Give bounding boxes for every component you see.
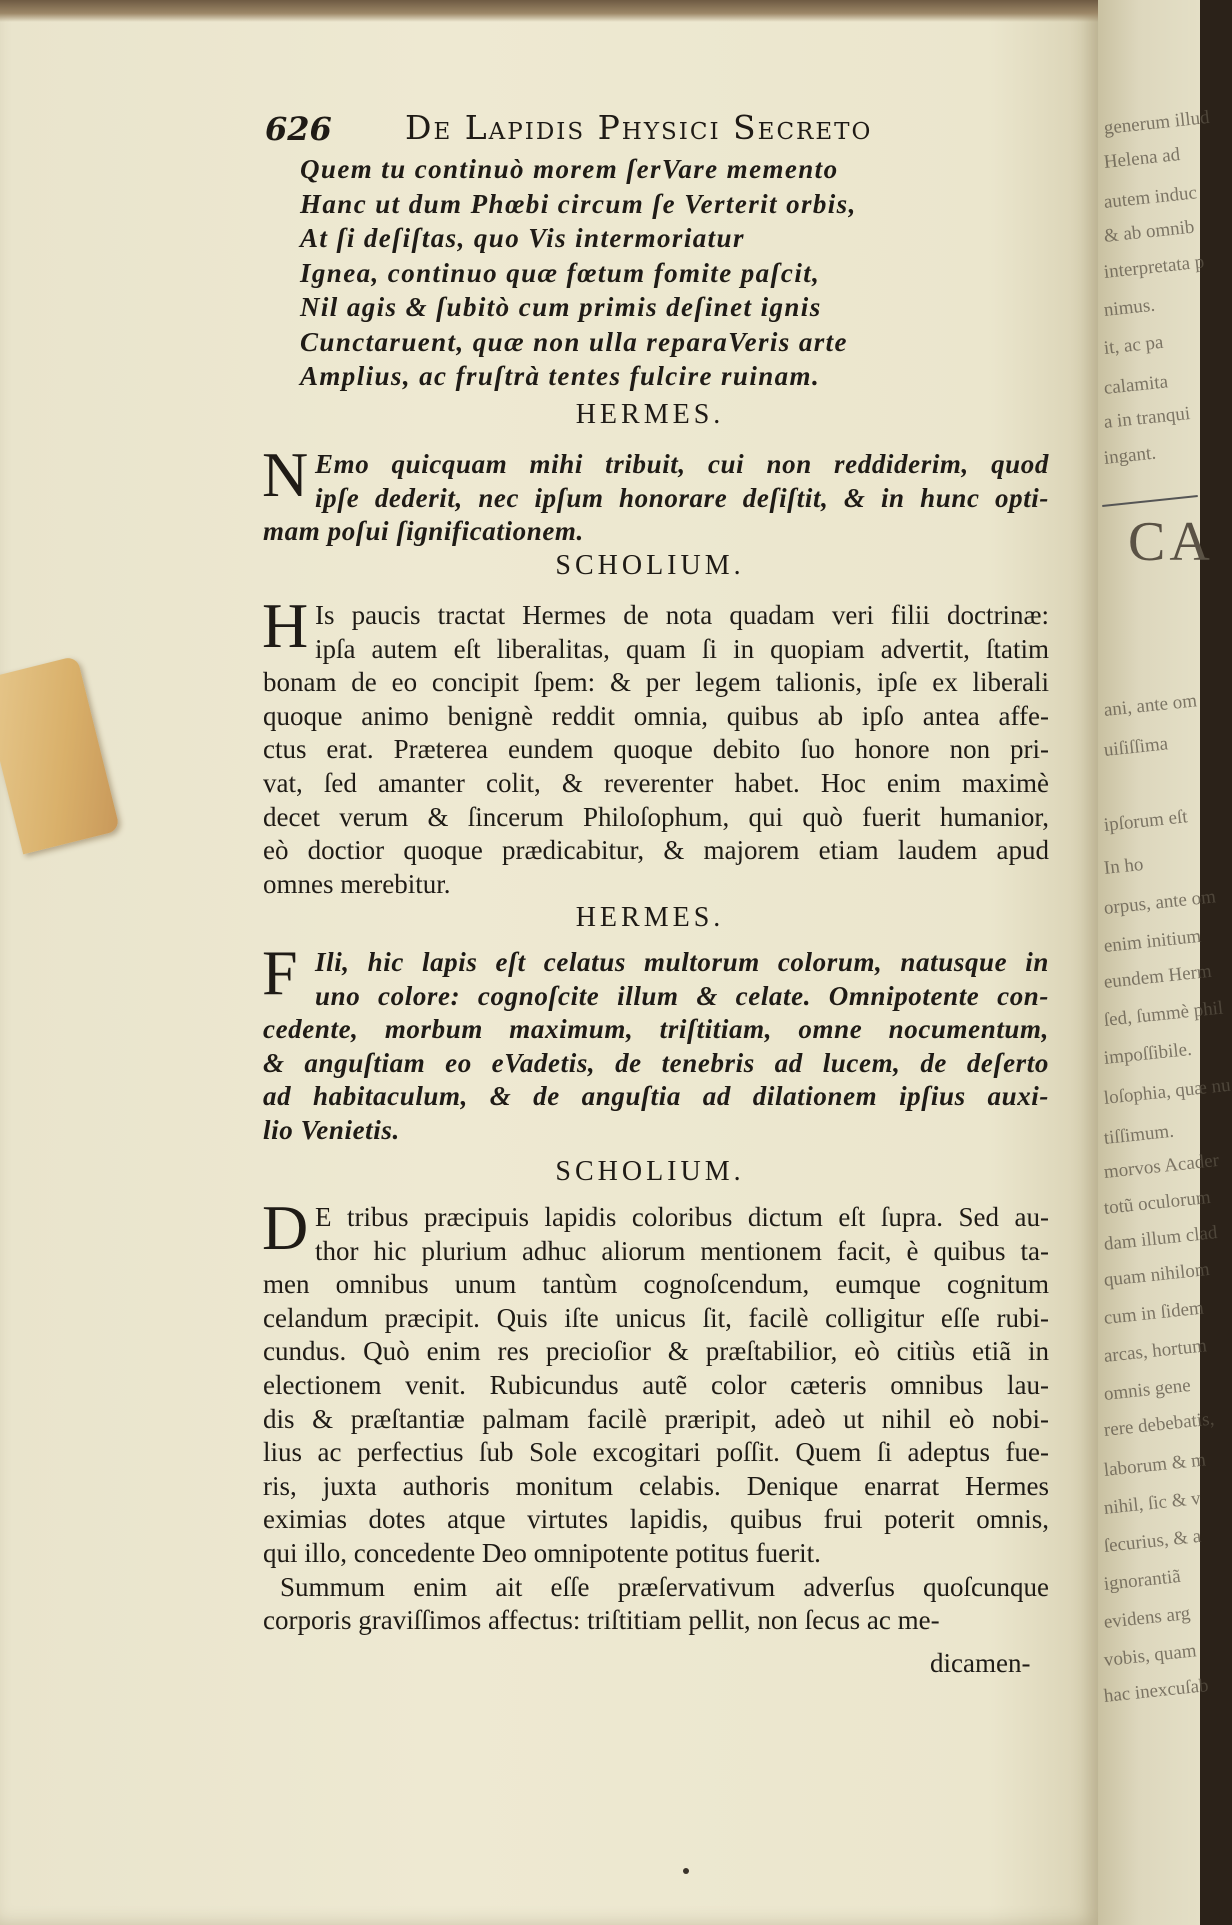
verse-line: Ignea, continuo quæ fœtum fomite paſcit, <box>300 257 821 288</box>
text-line: omnes merebitur. <box>263 868 451 899</box>
facing-page-line: orpus, ante om <box>1102 886 1217 919</box>
text-line: ris, juxta authoris monitum celabis. Denique enarrat Hermes <box>263 1470 1049 1501</box>
facing-page-line: generum illud <box>1102 106 1211 139</box>
text-line: cedente, morbum maximum, triſtitiam, omne nocumentum, <box>263 1014 1049 1045</box>
facing-page-line: impoſſibile. <box>1102 1038 1193 1069</box>
facing-page-line: ſecurius, & a <box>1102 1525 1203 1557</box>
facing-page-line: dam illum clad <box>1102 1222 1219 1255</box>
text-line: ipſa autem eſt liberalitas, quam ſi in quopiam advertit, ſtatim <box>315 633 1049 664</box>
facing-page-line: tiſſimum. <box>1102 1120 1175 1149</box>
text-line: Is paucis tractat Hermes de nota quadam veri filii doctrinæ: <box>315 600 1049 630</box>
facing-page-line: totũ oculorum <box>1102 1186 1212 1219</box>
facing-page-line: arcas, hortum <box>1102 1335 1208 1367</box>
text-line: ctus erat. Præterea eundem quoque debito ſuo honore non pri- <box>263 734 1049 765</box>
verse-line: Hanc ut dum Phœbi circum ſe Verterit orbis, <box>300 188 857 219</box>
verse-line: Cunctaruent, quæ non ulla reparaVeris arte <box>300 326 848 357</box>
facing-page-rule <box>1102 495 1198 507</box>
facing-page-line: eundem Herm <box>1102 960 1213 993</box>
drop-initial: H <box>262 590 309 661</box>
drop-initial: N <box>262 439 309 510</box>
section-heading: HERMES. <box>575 399 725 430</box>
facing-page-line: & ab omnib <box>1102 216 1196 247</box>
facing-page-line: laborum & m <box>1102 1449 1207 1481</box>
text-line: eximias dotes atque virtutes lapidis, quibus frui poterit omnis, <box>263 1504 1049 1535</box>
facing-page-line: interpretata p <box>1102 251 1206 283</box>
facing-page-line: enim initium <box>1102 925 1203 957</box>
running-head: De Lapidis Physici Secreto <box>405 108 873 147</box>
text-line: qui illo, concedente Deo omnipotente potitus fuerit. <box>263 1538 821 1568</box>
facing-page-chapter-heading: CA <box>1128 511 1214 573</box>
facing-page-line: Helena ad <box>1102 144 1182 173</box>
text-line: quoque animo benignè reddit omnia, quibus ab ipſo antea affe- <box>263 700 1049 731</box>
facing-page-line: nihil, ſic & v <box>1102 1487 1202 1519</box>
text-line: decet verum & ſincerum Philoſophum, qui quò fuerit humanior, <box>263 801 1049 832</box>
text-line: bonam de eo concipit ſpem: & per legem talionis, ipſe ex liberali <box>263 667 1049 698</box>
text-line: Summum enim ait eſſe præſervativum adverſus quoſcunque <box>280 1571 1049 1602</box>
facing-page-line: loſophia, quæ nu <box>1102 1074 1232 1109</box>
facing-page-line: cum in ſidem <box>1102 1297 1205 1329</box>
text-line: men omnibus unum tantùm cognoſcendum, eumque cognitum <box>263 1269 1049 1300</box>
facing-page-line: ingant. <box>1102 442 1158 469</box>
facing-page-line: ignorantiã <box>1102 1566 1182 1595</box>
text-line: eò doctior quoque prædicabitur, & majorem etiam laudem apud <box>263 835 1049 866</box>
facing-page-line: nimus. <box>1102 294 1156 321</box>
section-heading: SCHOLIUM. <box>555 550 745 581</box>
text-line: uno colore: cognoſcite illum & celate. Omnipotente con- <box>315 980 1049 1011</box>
facing-page-line: In ho <box>1102 853 1145 879</box>
text-line: Ili, hic lapis eſt celatus multorum colorum, natusque in <box>315 947 1049 977</box>
text-line: thor hic plurium adhuc aliorum mentionem facit, è quibus ta- <box>315 1235 1049 1266</box>
facing-page-line: ipſorum eſt <box>1102 806 1189 836</box>
facing-page-line: a in tranqui <box>1102 403 1192 433</box>
facing-page-line: omnis gene <box>1102 1374 1192 1405</box>
drop-initial: D <box>262 1192 309 1263</box>
book-top-edge <box>0 0 1200 22</box>
facing-page-line: ſed, ſummè phil <box>1102 997 1225 1031</box>
drop-initial: F <box>262 937 298 1008</box>
facing-page-line: vobis, quam <box>1102 1640 1198 1671</box>
facing-page-line: evidens arg <box>1102 1602 1192 1633</box>
text-line: vat, ſed amanter colit, & reverenter habet. Hoc enim maximè <box>263 768 1049 798</box>
page-number: 626 <box>265 110 332 148</box>
text-line: lius ac perfectius ſub Sole excogitari poſſit. Quem ſi adeptus fue- <box>263 1437 1049 1468</box>
text-line: dis & præſtantiæ palmam facilè præripit, adeò ut nihil eò nobi- <box>263 1403 1049 1434</box>
text-line: corporis graviſſimos affectus: triſtitiam pellit, non ſecus ac me- <box>263 1605 940 1636</box>
catchword: dicamen- <box>930 1648 1031 1678</box>
facing-page-line: it, ac pa <box>1102 331 1165 359</box>
page-header <box>265 108 925 152</box>
facing-page-line: morvos Acader <box>1102 1149 1220 1183</box>
facing-page <box>1098 0 1232 1925</box>
text-line: E tribus præcipuis lapidis coloribus dictum eſt ſupra. Sed au- <box>315 1202 1049 1232</box>
text-line: mam poſui ſignificationem. <box>263 516 584 547</box>
facing-page-line: quam nihilom <box>1102 1258 1211 1291</box>
text-line: & anguſtiam eo eVadetis, de tenebris ad lucem, de deſerto <box>263 1047 1049 1078</box>
text-line: lio Venietis. <box>263 1115 400 1145</box>
text-line: Emo quicquam mihi tribuit, cui non reddiderim, quod <box>315 449 1049 479</box>
text-line: cundus. Quò enim res precioſior & præſtabilior, eò citiùs etiã in <box>263 1336 1049 1367</box>
facing-page-line: rere debebatis, <box>1102 1408 1216 1441</box>
facing-page-line: ani, ante om <box>1102 690 1198 721</box>
text-line: ipſe dederit, nec ipſum honorare deſiſtit, & in hunc opti- <box>315 482 1049 513</box>
text-line: celandum præcipit. Quis iſte unicus ſit, facilè colligitur eſſe rubi- <box>263 1302 1049 1333</box>
facing-page-line: uiſiſſima <box>1102 733 1170 761</box>
facing-page-line: autem induc <box>1102 182 1198 213</box>
verse-line: Quem tu continuò morem ſerVare memento <box>300 154 839 184</box>
verse-line: At ſi deſiſtas, quo Vis intermoriatur <box>300 223 745 253</box>
verse-line: Amplius, ac fruſtrà tentes fulcire ruinam. <box>300 361 821 391</box>
facing-page-line: hac inexcuſab <box>1102 1675 1210 1707</box>
section-heading: SCHOLIUM. <box>555 1156 745 1187</box>
text-line: ad habitaculum, & de anguſtia ad dilationem ipſius auxi- <box>263 1081 1049 1112</box>
text-line: electionem venit. Rubicundus autẽ color cæteris omnibus lau- <box>263 1370 1049 1400</box>
facing-page-line: calamita <box>1102 371 1170 399</box>
verse-line: Nil agis & ſubitò cum primis deſinet ignis <box>300 292 822 322</box>
page-mark <box>683 1868 689 1874</box>
section-heading: HERMES. <box>575 902 725 933</box>
